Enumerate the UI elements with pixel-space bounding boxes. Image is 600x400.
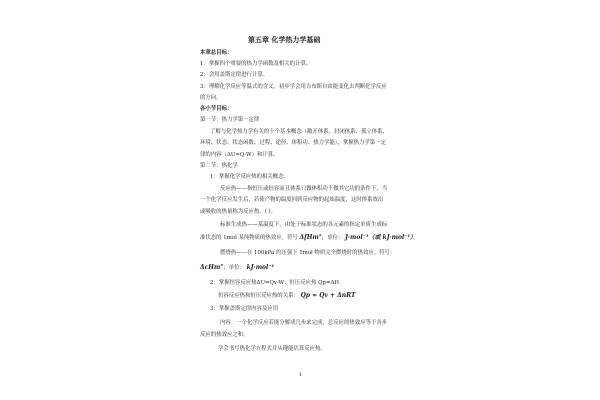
formation-heat-line-1: 标准生成热——某温度下，由处于标准状态的各元素的指定单质生成标	[220, 222, 388, 228]
section-1-body-2: 环境、状态、状态函数、过程、途径、体积功、热力学能），掌握热力学第一定	[200, 140, 386, 146]
formation-heat-unit: J·mol⁻¹（或 kJ·mol⁻¹）	[345, 234, 414, 241]
heat-relation-formula: Qp = Qv + ΔnRT	[300, 292, 356, 299]
reaction-heat-line-1: 反应热——指恒压或恒容而且体系只做体积功不做其它功的条件下，当	[220, 186, 388, 192]
formation-heat-line-2	[200, 234, 418, 242]
section-1-title: 第一节：热力学第一定律	[200, 117, 260, 123]
combustion-heat-unit-label: ；单位：	[223, 265, 245, 271]
chapter-title: 第五章 化学热力学基础	[248, 35, 321, 44]
chapter-goals-heading: 本章总目标：	[200, 50, 233, 56]
hess-note: 学会书写热化学方程式并从键能估算反应热。	[218, 346, 326, 352]
reaction-heat-line-2: 一个化学反应发生后，若使产物的温度回到反应物的起始温度，这时体系放出	[200, 197, 384, 203]
chapter-goal-2: 2：会用盖斯定律进行计算。	[200, 72, 269, 78]
section-2-item-1: 1：掌握化学反应热的相关概念：	[210, 174, 289, 180]
section-2-title: 第二节：热化学	[200, 163, 238, 169]
combustion-heat-symbol: ΔcHm°	[200, 264, 224, 271]
combustion-heat-unit: kJ·mol⁻¹	[246, 264, 275, 271]
formation-heat-text: 准状态的 1mol 某纯物质的热效应。符号	[200, 235, 298, 241]
section-2-item-2a: 2：掌握恒容反应热ΔU=Qv-W；恒压反应热 Qp=ΔH	[210, 280, 340, 286]
hess-content-2: 反应的热效应之和。	[200, 332, 249, 338]
section-1-body-1: 了解与化学热力学有关的十个基本概念（敞开体系、封闭体系、孤立体系、	[210, 129, 388, 135]
heat-relation-text: 恒容反应热和恒压反应热的关系：	[218, 293, 299, 299]
combustion-heat-line-2	[200, 264, 274, 272]
section-2-item-2b	[218, 292, 356, 300]
formation-heat-end: 。	[413, 235, 419, 241]
section-goals-heading: 各小节目标：	[200, 106, 233, 112]
chapter-goal-3-cont: 的方向。	[200, 95, 222, 101]
formation-heat-symbol: ΔfHm°	[299, 234, 322, 241]
hess-content-1: 内容：一个化学反应若能分解成几步来完成，总反应的热效应等于各步	[220, 320, 388, 326]
formation-heat-unit-label: ，单位：	[321, 235, 344, 241]
reaction-heat-line-3: 或吸收的热量称为反应热。( )。	[200, 209, 276, 215]
chapter-goal-3: 3：理解化学反应等温式的含义，初步学会用吉布斯自由能变化去判断化学反应	[200, 84, 387, 90]
combustion-heat-line-1: 燃烧热——在 100kPa 的压强下 1mol 物质完全燃烧时的热效应。符号：	[220, 250, 396, 256]
chapter-goal-1: 1：掌握四个重要的热力学函数及相关的计算。	[200, 61, 312, 67]
section-2-item-3: 3：掌握盖斯定律内容及应用	[210, 306, 279, 312]
section-1-body-3: 律的内容（ΔU=Q-W）和计算。	[200, 152, 279, 158]
page-number: 1	[299, 372, 303, 378]
